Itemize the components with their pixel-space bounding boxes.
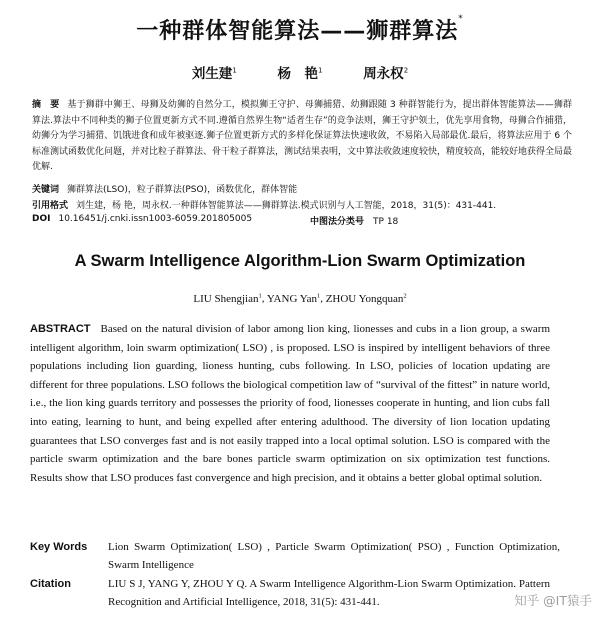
classification-value: TP 18 (373, 217, 399, 227)
author-name: 刘生建 (191, 66, 233, 82)
author-affiliation: 1 (316, 292, 321, 299)
chinese-title (0, 14, 600, 45)
author-affiliation: 1 (232, 66, 237, 75)
chinese-authors (0, 62, 600, 82)
author-name: ZHOU Yongquan (325, 292, 404, 305)
chinese-abstract (32, 98, 572, 176)
doi-label: DOI (32, 214, 51, 224)
author-affiliation: 1 (318, 66, 323, 75)
doi-value: 10.16451/j.cnki.issn1003-6059.201805005 (58, 214, 253, 224)
classification-number (310, 214, 398, 227)
author-name: 周永权 (363, 66, 404, 82)
title-footnote-mark: * (458, 14, 464, 24)
chinese-keywords-text: 狮群算法(LSO)，粒子群算法(PSO)，函数优化，群体智能 (67, 185, 298, 195)
english-keywords-label: Key Words (30, 541, 88, 553)
chinese-title-text: 一种群体智能算法——狮群算法 (136, 19, 459, 44)
author (363, 66, 408, 82)
english-citation-label: Citation (30, 578, 71, 590)
chinese-citation (32, 198, 577, 211)
english-abstract (30, 320, 550, 487)
classification-label: 中图法分类号 (310, 217, 365, 227)
author (192, 66, 237, 82)
author-name: LIU Shengjian (193, 292, 259, 305)
doi-line (32, 214, 577, 227)
author-name: YANG Yan (266, 292, 317, 305)
english-title: A Swarm Intelligence Algorithm-Lion Swarm Optimization (74, 252, 526, 270)
author-affiliation: 2 (403, 292, 407, 299)
author-affiliation: 1 (258, 292, 262, 299)
english-citation (30, 575, 550, 611)
author (267, 293, 320, 305)
chinese-keywords-label: 关键词 (32, 185, 60, 195)
chinese-citation-label: 引用格式 (32, 201, 69, 211)
chinese-abstract-text: 基于狮群中狮王、母狮及幼狮的自然分工，模拟狮王守护、母狮捕猎、幼狮跟随 3 种群智能行为，提出群体智能算法——狮群算法.算法中不同种类的狮子位置更新方式不同.遵循自然界生物“适者生存”的竞争法则，狮王守护领土，优先享用食物，母狮合作捕猎，幼狮分为学习捕猎、饥饿进食和成年被驱逐.狮子位置更新方式的多样化保证算法快速收敛，不易陷入局部最优.最后，将算法应用于 6 个标准测试函数优化问题，并对比粒子群算法、骨干粒子群算法，测试结果表明，文中算法收敛速度较快，精度较高，能较好地获得全局最优解. (32, 100, 573, 173)
english-authors: LIU Shengjian$^1$, YANG Yan$^1$, ZHOU Yongquan$^2$ (193, 292, 407, 305)
author (326, 293, 407, 305)
chinese-keywords (32, 182, 577, 195)
english-citation-text: LIU S J, YANG Y, ZHOU Y Q. A Swarm Intelligence Algorithm-Lion Swarm Optimization. Pattern Recognition and Artificial Intelligence, 2018, 31(5): 431-441. (108, 578, 550, 608)
author-affiliation: 2 (403, 66, 409, 75)
english-keywords (30, 538, 560, 574)
english-abstract-text: Based on the natural division of labor among lion king, lionesses and cubs in a lion group, a swarm intelligent algorithm, loin swarm optimization( LSO) , is proposed. LSO is inspired by intelligent behaviors of three populations including lion guarding, lioness hunting, cubs following. In LSO, policies of location updating are different for three populations. LSO follows the biological competition law of “survival of the fittest” in nature world, i.e., the lion king guards territory and possesses the priority of food, lionesses cooperate in hunting, and lion cubs fall into eating, learning to hunt, and being expelled after entering adulthood. The diversity of lion location updating guarantees that LSO converges fast and is not easily trapped into a local optimal solution. LSO is compared with the particle swarm optimization and the bare bones particle swarm optimization on six optimization test functions. Results show that LSO produces fast convergence and high precision, and it obtains a better global optimal solution. (30, 323, 550, 484)
chinese-citation-text: 刘生建，杨 艳，周永权.一种群体智能算法——狮群算法.模式识别与人工智能，2018，31(5)：431-441. (76, 201, 497, 211)
author (278, 66, 323, 82)
author (193, 293, 261, 305)
english-abstract-label: ABSTRACT (30, 323, 91, 335)
chinese-abstract-label: 摘 要 (32, 100, 60, 110)
author-name: 杨 艳 (277, 66, 319, 82)
english-keywords-text: Lion Swarm Optimization( LSO) , Particle Swarm Optimization( PSO) , Function Optimization, Swarm Intelligence (108, 541, 560, 571)
watermark: 知乎 @IT猿手 (514, 593, 592, 608)
